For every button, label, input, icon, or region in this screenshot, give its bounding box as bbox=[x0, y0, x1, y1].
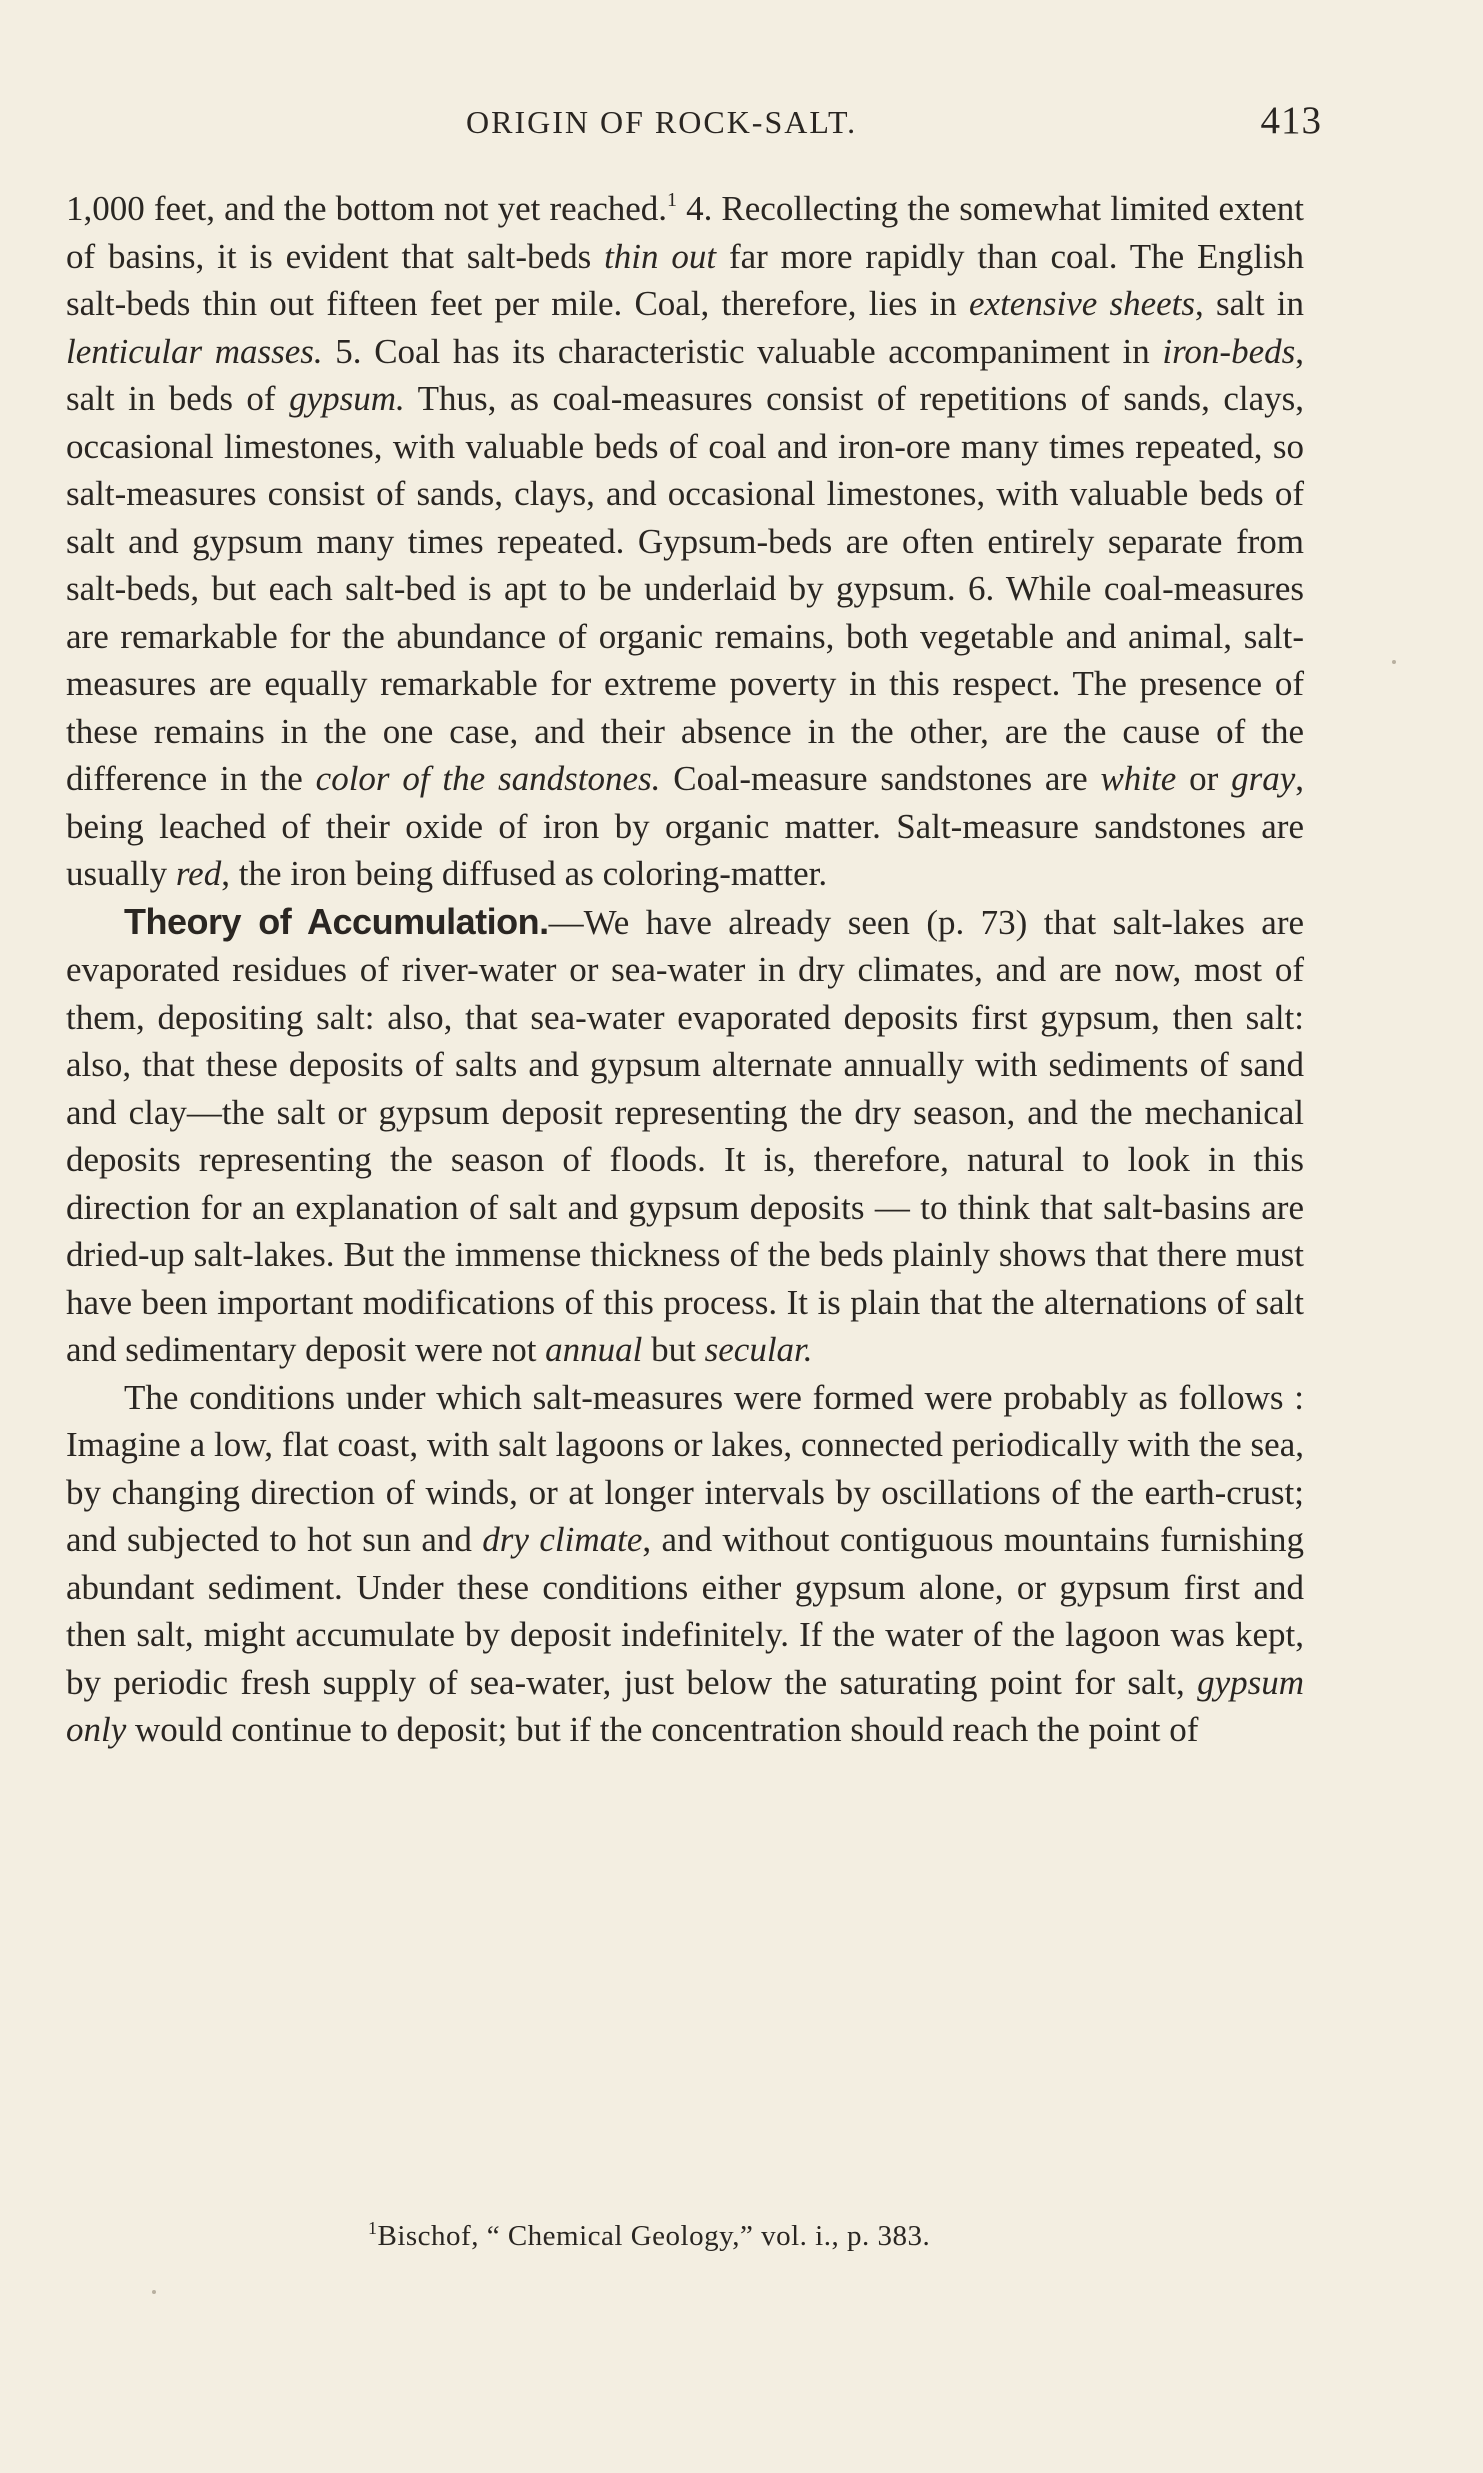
text-run: 4. Recollecting the somewhat limited extent of basins, it is evident that salt-beds bbox=[66, 189, 1304, 276]
margin-speck bbox=[1392, 660, 1396, 664]
page-number: 413 bbox=[1260, 99, 1322, 142]
margin-speck bbox=[152, 2290, 156, 2294]
text-run: , the iron being diffused as coloring-matter. bbox=[221, 854, 828, 893]
emphasis: secular. bbox=[704, 1330, 813, 1369]
running-head bbox=[466, 98, 1322, 148]
footnote-text: Bischof, “ Chemical Geology,” vol. i., p. 383. bbox=[377, 2220, 931, 2252]
footnote bbox=[368, 2220, 930, 2253]
emphasis: gypsum only bbox=[66, 1662, 1304, 1749]
section-heading: Theory of Accumulation. bbox=[124, 900, 549, 942]
text-run: Thus, as coal-measures consist of repetitions of sands, clays, occasional limestones, with valuable beds of coal and iron-ore many times repeated, so salt-measures consist of sands, clays, and occasional limestones, with valuable beds of salt and gypsum many times repeated. Gypsum-beds are often entirely separate from salt-beds, but each salt-bed is apt to be underlaid by gypsum. 6. While coal-measures are remarkable for the abundance of organic remains, both vegetable and animal, salt-measures are equally remarkable for extreme poverty in this respect. The presence of these remains in the one case, and their absence in the other, are the cause of the difference in the bbox=[66, 379, 1304, 798]
body-text bbox=[66, 185, 1304, 1754]
paragraph-1 bbox=[66, 185, 1304, 898]
emphasis: annual bbox=[545, 1330, 643, 1369]
running-title: ORIGIN OF ROCK-SALT. bbox=[466, 104, 858, 140]
emphasis: iron-beds bbox=[1162, 331, 1296, 371]
text-run: —We have already seen (p. 73) that salt-lakes are evaporated residues of river-water or sea-water in dry climates, and are now, most of them, depositing salt: also, that sea-water evaporated deposits first gypsum, then salt: also, that these deposits of salts and gypsum alternate annually with sediments of sand and clay—the salt or gypsum deposit representing the dry season, and the mechanical deposits representing the season of floods. It is, therefore, natural to look in this direction for an explanation of salt and gypsum deposits — to think that salt-basins are dried-up salt-lakes. But the immense thickness of the beds plainly shows that there must have been important modifications of this process. It is plain that the alternations of salt and sedimentary deposit were not bbox=[66, 902, 1305, 1369]
emphasis: gypsum. bbox=[289, 379, 405, 418]
text-run: Coal-measure sandstones are bbox=[660, 759, 1101, 798]
text-run: or bbox=[1176, 759, 1232, 798]
text-run: , and without contiguous mountains furnishing abundant sediment. Under these conditions either gypsum alone, or gypsum first and then salt, might accumulate by deposit indefinitely. If the water of the lagoon was kept, by periodic fresh supply of sea-water, just below the saturating point for salt, bbox=[66, 1520, 1304, 1702]
emphasis: red bbox=[175, 854, 222, 893]
emphasis: thin out bbox=[604, 236, 717, 276]
text-run: far more rapidly than coal. The English salt-beds thin out fifteen feet per mile. Coal, therefore, lies in bbox=[66, 236, 1304, 323]
paragraph-2 bbox=[66, 898, 1304, 1374]
text-run: would continue to deposit; but if the concentration should reach the point of bbox=[126, 1710, 1199, 1749]
text-run: The conditions under which salt-measures were formed were probably as follows : Imagine a low, flat coast, with salt lagoons or lakes, connected periodically with the sea, by changing direction of winds, or at longer intervals by oscillations of the earth-crust; and subjected to hot sun and bbox=[66, 1377, 1304, 1559]
emphasis: gray bbox=[1231, 759, 1296, 798]
text-run: 5. Coal has its characteristic valuable accompaniment in bbox=[322, 331, 1163, 371]
text-run: but bbox=[642, 1330, 705, 1369]
emphasis: dry climate bbox=[482, 1520, 643, 1559]
emphasis: lenticular masses. bbox=[66, 331, 323, 371]
text-run: 1,000 feet, and the bottom not yet reached. bbox=[66, 189, 668, 228]
emphasis: extensive sheets bbox=[969, 284, 1195, 323]
emphasis: color of the sandstones. bbox=[315, 759, 661, 798]
text-run: , salt in bbox=[1195, 284, 1304, 323]
footnote-marker: 1 bbox=[368, 2218, 378, 2238]
footnote-reference: 1 bbox=[667, 189, 678, 211]
emphasis: white bbox=[1100, 759, 1177, 798]
text-run: , salt in beds of bbox=[66, 331, 1304, 418]
text-run: , being leached of their oxide of iron by organic matter. Salt-measure sandstones are usually bbox=[66, 759, 1304, 893]
paragraph-3 bbox=[66, 1374, 1304, 1754]
